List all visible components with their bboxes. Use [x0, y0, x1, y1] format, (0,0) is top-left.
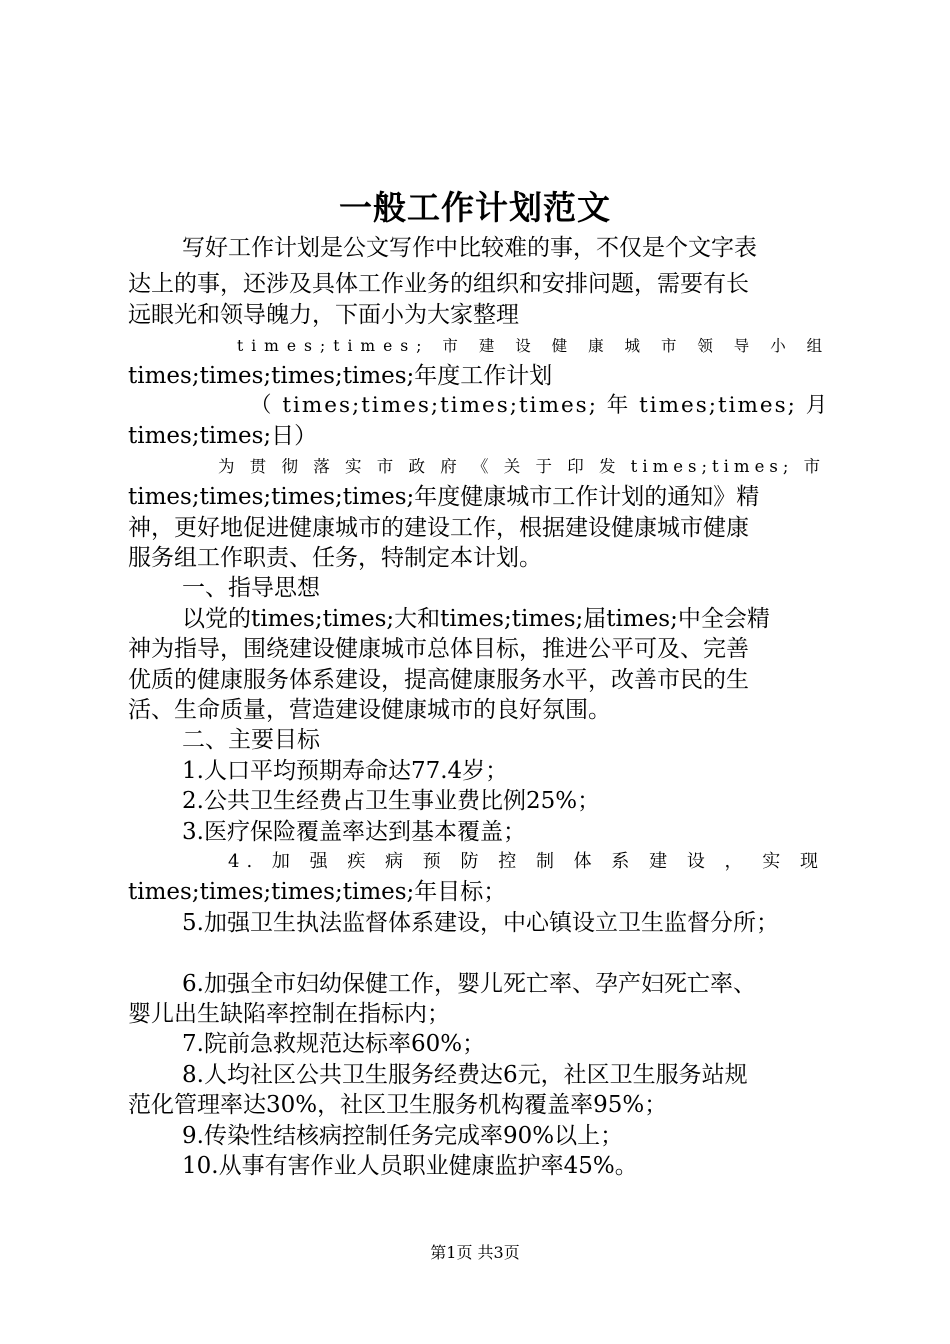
paragraph-line: 达上的事，还涉及具体工作业务的组织和安排问题，需要有长 [128, 271, 749, 297]
paragraph-line: 以党的times;times;大和times;times;届times;中全会精 [182, 606, 770, 632]
list-item: 10.从事有害作业人员职业健康监护率45%。 [182, 1153, 638, 1179]
list-item: 4. 加 强 疾 病 预 防 控 制 体 系 建 设 ， 实 现 [228, 851, 825, 872]
list-item: 9.传染性结核病控制任务完成率90%以上； [182, 1123, 624, 1149]
list-item: 7.院前急救规范达标率60%； [182, 1031, 486, 1057]
list-item: 5.加强卫生执法监督体系建设，中心镇设立卫生监督分所； [182, 910, 779, 936]
paragraph-line: 神，更好地促进健康城市的建设工作，根据建设健康城市健康 [128, 515, 749, 541]
list-item: 2.公共卫生经费占卫生事业费比例25%； [182, 788, 601, 814]
list-item: times;times;times;times;年目标； [128, 879, 507, 905]
list-item: 1.人口平均预期寿命达77.4岁； [182, 758, 509, 784]
section-heading: 一、指导思想 [182, 575, 320, 601]
list-item: 婴儿出生缺陷率控制在指标内； [128, 1001, 450, 1027]
paragraph-line: 活、生命质量，营造建设健康城市的良好氛围。 [128, 697, 611, 723]
list-item: 3.医疗保险覆盖率达到基本覆盖； [182, 819, 526, 845]
list-item: 范化管理率达30%，社区卫生服务机构覆盖率95%； [128, 1092, 668, 1118]
list-item: 6.加强全市妇幼保健工作，婴儿死亡率、孕产妇死亡率、 [182, 971, 756, 997]
document-title: 一般工作计划范文 [339, 188, 611, 227]
paragraph-line: 远眼光和领导魄力，下面小为大家整理 [128, 302, 519, 328]
heading-line: times;times; 市 建 设 健 康 城 市 领 导 小 组 [237, 337, 831, 355]
paragraph-line: 写好工作计划是公文写作中比较难的事，不仅是个文字表 [182, 235, 757, 261]
list-item: 8.人均社区公共卫生服务经费达6元，社区卫生服务站规 [182, 1062, 748, 1088]
paragraph-line: times;times;times;times;年度健康城市工作计划的通知》精 [128, 484, 760, 510]
paragraph-line: times;times;日） [128, 423, 318, 449]
date-line: （ times;times;times;times; 年 times;times; 月 [250, 393, 830, 418]
section-heading: 二、主要目标 [182, 727, 320, 753]
paragraph-line: 优质的健康服务体系建设，提高健康服务水平，改善市民的生 [128, 667, 749, 693]
paragraph-line: 神为指导，围绕建设健康城市总体目标，推进公平可及、完善 [128, 636, 749, 662]
paragraph-line: 为 贯 彻 落 实 市 政 府 《 关 于 印 发 times;times; 市 [218, 457, 826, 476]
paragraph-line: times;times;times;times;年度工作计划 [128, 363, 553, 389]
page-footer: 第1页 共3页 [430, 1243, 520, 1262]
paragraph-line: 服务组工作职责、任务，特制定本计划。 [128, 545, 542, 571]
